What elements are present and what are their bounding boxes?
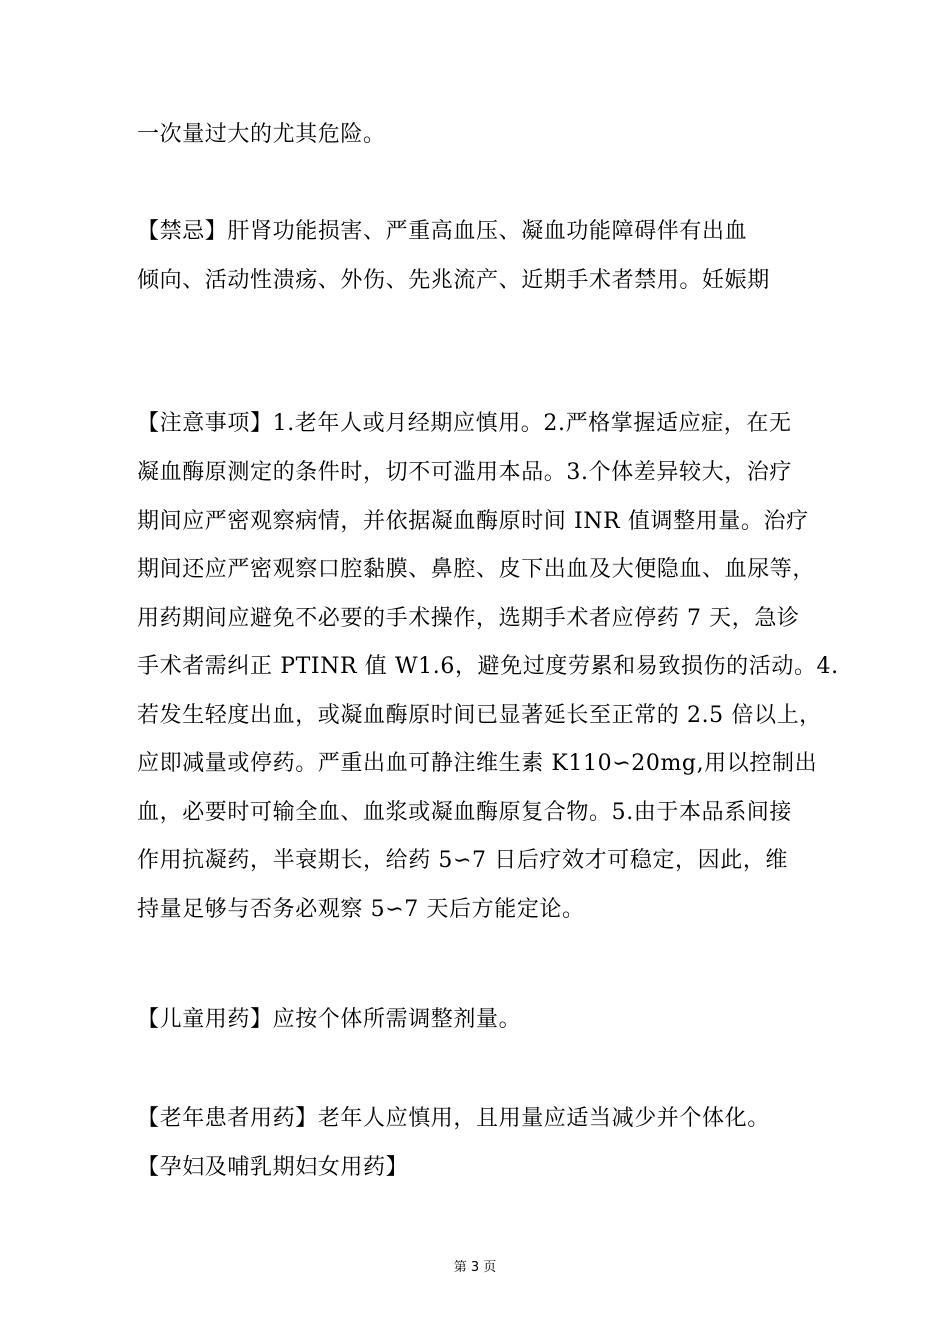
paragraph-line: 血，必要时可输全血、血浆或凝血酶原复合物。5.由于本品系间接 (137, 800, 792, 825)
paragraph-line: 作用抗凝药，半衰期长，给药 5∽7 日后疗效才可稳定，因此，维 (137, 848, 789, 873)
pediatric-heading-line: 【儿童用药】应按个体所需调整剂量。 (137, 1007, 522, 1032)
precautions-heading-line: 【注意事项】1.老年人或月经期应慎用。2.严格掌握适应症，在无 (137, 411, 792, 436)
paragraph-line: 凝血酶原测定的条件时，切不可滥用本品。3.个体差异较大，治疗 (137, 460, 792, 485)
paragraph-line: 应即减量或停药。严重出血可静注维生素 K110∽20mg,用以控制出 (137, 751, 818, 776)
paragraph-line: 持量足够与否务必观察 5∽7 天后方能定论。 (137, 897, 585, 922)
pregnancy-heading-line: 【孕妇及哺乳期妇女用药】 (137, 1155, 409, 1180)
paragraph-line: 用药期间应避免不必要的手术操作，选期手术者应停药 7 天，急诊 (137, 606, 800, 631)
paragraph-line: 若发生轻度出血，或凝血酶原时间已显著延长至正常的 2.5 倍以上， (137, 703, 822, 728)
geriatric-heading-line: 【老年患者用药】老年人应慎用，且用量应适当减少并个体化。 (137, 1106, 770, 1131)
paragraph-line: 手术者需纠正 PTINR 值 W1.6，避免过度劳累和易致损伤的活动。4. (137, 654, 839, 679)
paragraph-line: 倾向、活动性溃疡、外伤、先兆流产、近期手术者禁用。妊娠期 (137, 268, 770, 293)
page-number: 第 3 页 (453, 1260, 497, 1275)
paragraph-line: 期间应严密观察病情，并依据凝血酶原时间 INR 值调整用量。治疗 (137, 509, 809, 534)
paragraph-line: 一次量过大的尤其危险。 (137, 122, 386, 147)
paragraph-line: 期间还应严密观察口腔黏膜、鼻腔、皮下出血及大便隐血、血尿等， (137, 557, 816, 582)
contraindications-heading-line: 【禁忌】肝肾功能损害、严重高血压、凝血功能障碍伴有出血 (137, 219, 748, 244)
